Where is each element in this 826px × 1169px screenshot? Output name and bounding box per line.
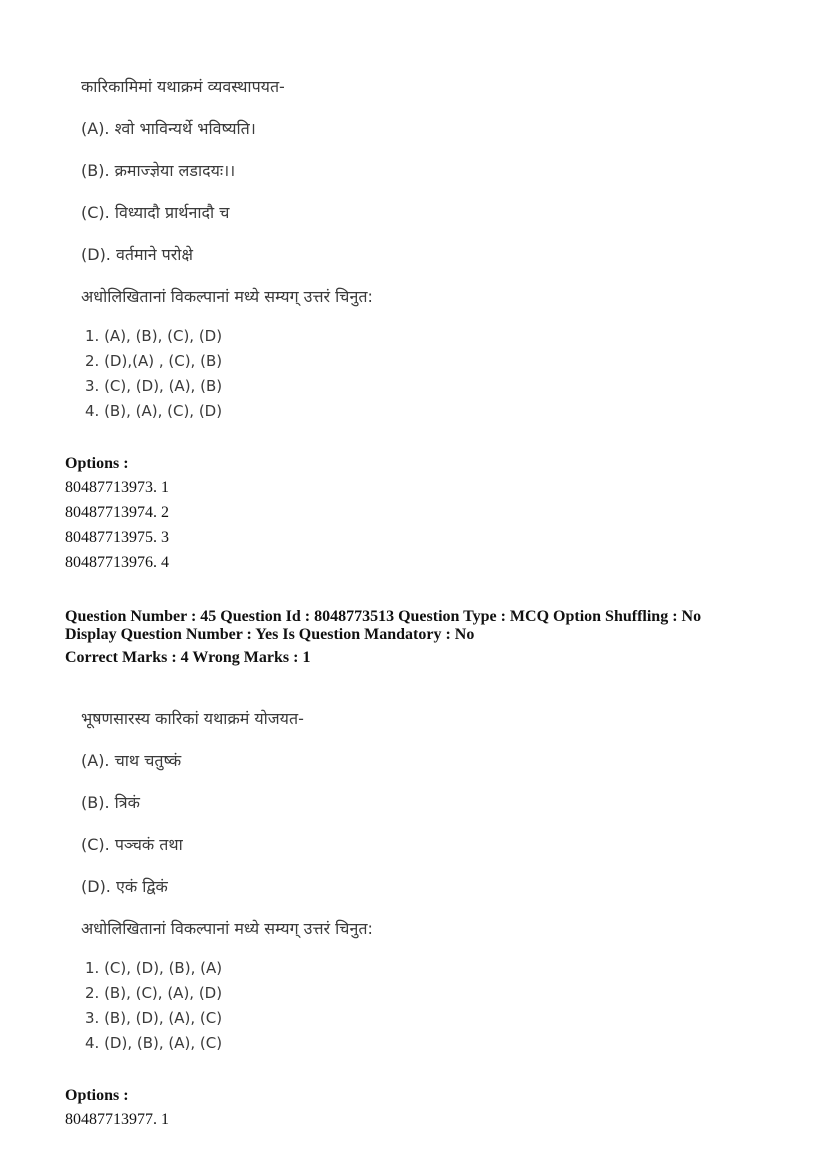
match-item-d: (D). एकं द्विकं <box>81 877 168 896</box>
question-stem: भूषणसारस्य कारिकां यथाक्रमं योजयत- <box>81 709 304 728</box>
answer-choice-2: 2. (D),(A) , (C), (B) <box>85 352 223 370</box>
match-item-c: (C). विध्यादौ प्रार्थनादौ च <box>81 203 230 222</box>
option-id-row: 80487713977. 1 <box>65 1111 169 1128</box>
answer-choice-1: 1. (A), (B), (C), (D) <box>85 327 223 345</box>
answer-choice-2: 2. (B), (C), (A), (D) <box>85 984 223 1002</box>
options-heading: Options : <box>65 455 129 472</box>
answer-choices <box>85 956 222 1056</box>
question-stem: कारिकामिमां यथाक्रमं व्यवस्थापयत- <box>81 77 285 96</box>
match-item-c: (C). पञ्चकं तथा <box>81 835 183 854</box>
answer-choices <box>85 324 222 424</box>
answer-choice-4: 4. (D), (B), (A), (C) <box>85 1034 223 1052</box>
question-prompt: अधोलिखितानां विकल्पानां मध्ये सम्यग् उत्तरं चिनुत: <box>81 919 373 938</box>
match-item-d: (D). वर्तमाने परोक्षे <box>81 245 193 264</box>
match-item-b: (B). त्रिकं <box>81 793 140 812</box>
answer-choice-1: 1. (C), (D), (B), (A) <box>85 959 223 977</box>
option-id-row: 80487713973. 1 <box>65 479 169 496</box>
option-id-row: 80487713974. 2 <box>65 504 169 521</box>
match-item-a: (A). चाथ चतुष्कं <box>81 751 182 770</box>
question-meta-line: Display Question Number : Yes Is Question Mandatory : No <box>65 626 475 643</box>
answer-choice-3: 3. (B), (D), (A), (C) <box>85 1009 223 1027</box>
match-item-b: (B). क्रमाज्ज्ञेया लडादयः।। <box>81 161 236 180</box>
question-prompt: अधोलिखितानां विकल्पानां मध्ये सम्यग् उत्तरं चिनुत: <box>81 287 373 306</box>
options-heading: Options : <box>65 1087 129 1104</box>
option-id-row: 80487713975. 3 <box>65 529 169 546</box>
match-item-a: (A). श्वो भाविन्यर्थे भविष्यति। <box>81 119 256 138</box>
option-id-row: 80487713976. 4 <box>65 554 169 571</box>
answer-choice-4: 4. (B), (A), (C), (D) <box>85 402 223 420</box>
question-meta-line: Question Number : 45 Question Id : 8048773513 Question Type : MCQ Option Shuffling : No <box>65 608 702 625</box>
answer-choice-3: 3. (C), (D), (A), (B) <box>85 377 223 395</box>
question-marks-line: Correct Marks : 4 Wrong Marks : 1 <box>65 649 311 666</box>
